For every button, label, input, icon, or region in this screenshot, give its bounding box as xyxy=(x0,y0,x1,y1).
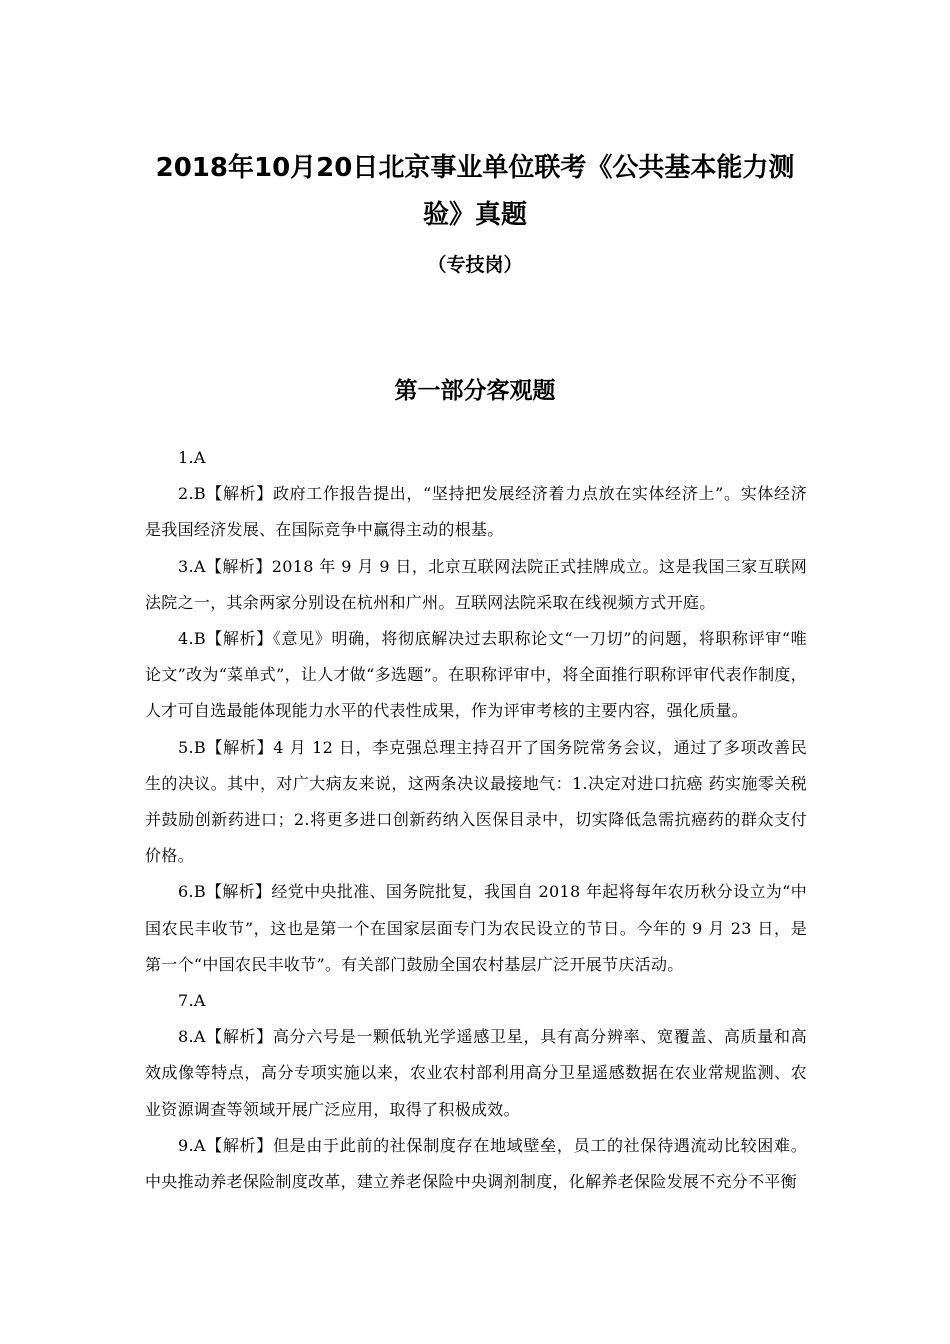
answer-label: 3.A xyxy=(178,556,206,576)
answer-item xyxy=(145,621,807,730)
answer-text: 【解析】经党中央批准、国务院批复，我国自 2018 年起将每年农历秋分设立为“中国农民丰收节”，这也是第一个在国家层面专门为农民设立的节日。今年的 9 月 23 日，是第一个“中国农民丰收节”。有关部门鼓励全国农村基层广泛开展节庆活动。 xyxy=(145,882,807,974)
answer-item xyxy=(145,1019,807,1128)
answer-label: 6.B xyxy=(178,882,206,902)
answer-item xyxy=(145,440,807,476)
answer-label: 7.A xyxy=(178,991,206,1011)
document-title-line1: 2018年10月20日北京事业单位联考《公共基本能力测 xyxy=(155,153,795,183)
answer-text: 【解析】2018 年 9 月 9 日，北京互联网法院正式挂牌成立。这是我国三家互联网法院之一，其余两家分别设在杭州和广州。互联网法院采取在线视频方式开庭。 xyxy=(145,556,807,612)
answer-text: 【解析】但是由于此前的社保制度存在地域壁垒，员工的社保待遇流动比较困难。中央推动养老保险制度改革，建立养老保险中央调剂制度，化解养老保险发展不充分不平衡 xyxy=(145,1135,807,1192)
answer-text: 【解析】《意见》明确，将彻底解决过去职称论文“一刀切”的问题，将职称评审“唯论文”改为“菜单式”，让人才做“多选题”。在职称评审中，将全面推行职称评审代表作制度，人才可自选最能体现能力水平的代表性成果，作为评审考核的主要内容，强化质量。 xyxy=(145,629,807,721)
answer-item xyxy=(145,730,807,875)
answer-label: 2.B xyxy=(178,484,206,504)
section-heading: 第一部分客观题 xyxy=(394,378,556,404)
answer-label: 9.A xyxy=(178,1135,206,1155)
answer-item xyxy=(145,1128,807,1200)
answer-label: 5.B xyxy=(178,737,206,757)
document-subtitle: （专技岗） xyxy=(427,254,523,276)
document-title-line2: 验》真题 xyxy=(422,200,527,230)
answer-item xyxy=(145,549,807,621)
answer-text: 【解析】政府工作报告提出，“坚持把发展经济着力点放在实体经济上”。实体经济是我国经济发展、在国际竞争中赢得主动的根基。 xyxy=(145,484,807,540)
answer-list xyxy=(145,440,807,1200)
answer-item xyxy=(145,874,807,983)
answer-label: 4.B xyxy=(178,629,206,649)
answer-item xyxy=(145,476,807,548)
answer-item xyxy=(145,983,807,1019)
answer-label: 8.A xyxy=(178,1027,206,1047)
answer-text: 【解析】高分六号是一颗低轨光学遥感卫星，具有高分辨率、宽覆盖、高质量和高效成像等特点，高分专项实施以来，农业农村部利用高分卫星遥感数据在农业常规监测、农业资源调查等领域开展广泛应用，取得了积极成效。 xyxy=(145,1027,807,1119)
answer-label: 1.A xyxy=(178,448,206,467)
answer-text: 【解析】4 月 12 日，李克强总理主持召开了国务院常务会议，通过了多项改善民生的决议。其中，对广大病友来说，这两条决议最接地气：1.决定对进口抗癌 药实施零关税并鼓励创新药进口；2.将更多进口创新药纳入医保目录中，切实降低急需抗癌药的群众支付价格。 xyxy=(145,737,807,866)
